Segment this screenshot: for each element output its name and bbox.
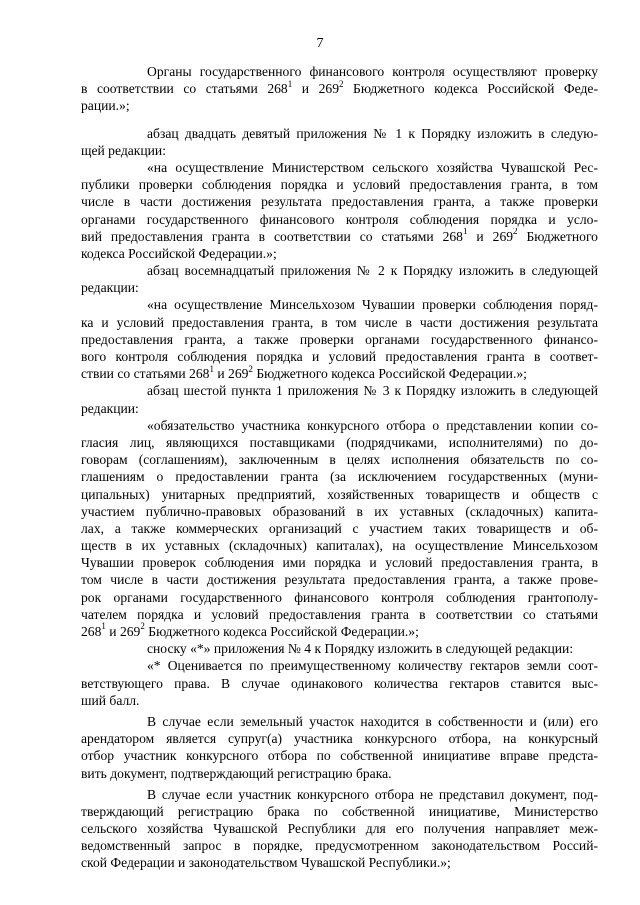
text-line: ствии со статьями $268^1$ и $269^2$ Бюджетного кодекса Российской Федерации.»; [81, 363, 527, 382]
text-line: чателем порядка и условий предоставления гранта в соответствии со статьями [81, 606, 598, 622]
text-line: лах, а также коммерческих организаций с участием таких товариществ и об- [81, 520, 598, 536]
superscript: 1 [462, 227, 468, 237]
text-line: вий предоставления гранта в соответствии со статьями $268^1$ и $269^2$ Бюджетного [81, 227, 598, 244]
text-line: Чувашии проверок соблюдения ими порядка и условий предоставления гранта, в [81, 555, 598, 571]
page-number: 7 [316, 36, 324, 51]
text-line: сноску «*» приложения № 4 к Порядку изложить в следующей редакции: [147, 641, 574, 657]
superscript: 1 [209, 363, 214, 374]
text-line: «обязательство участника конкурсного отбора о представлении копии со- [147, 417, 598, 433]
text-line: тверждающий регистрацию брака по собственной инициативе, Министерство [81, 803, 598, 819]
text-line: предоставления гранта, а также проверки органами государственного финансо- [81, 331, 598, 347]
text-line: Органы государственного финансового контроля осуществляют проверку [147, 64, 598, 79]
text-line: ка и условий предоставления гранта, в том числе в части достижения результата [81, 314, 598, 330]
text-line: глашениям о предоставлении гранта (за исключением государственных (муни- [81, 469, 598, 485]
text-line: числе в части достижения результата предоставления гранта, а также проверки [81, 194, 598, 210]
superscript: 2 [140, 621, 145, 632]
superscript: 2 [513, 227, 518, 237]
text-line: ведомственный запрос в порядке, предусмотренном законодательством Россий- [81, 838, 598, 854]
text-line: гласия лиц, являющихся поставщиками (подрядчиками, исполнителями) по до- [81, 434, 598, 450]
text-line: рок органами государственного финансового контроля соблюдения грантополу- [81, 589, 598, 605]
text-line: публики проверки соблюдения порядка и условий предоставления гранта, в том [81, 177, 598, 193]
text-line: в соответствии со статьями $268^1$ и $269^2$ Бюджетного кодекса Российской Феде- [81, 80, 598, 97]
text-line: органами государственного финансового контроля соблюдения порядка и усло- [81, 211, 598, 227]
text-line: сельского хозяйства Чувашской Республики для его получения направляет меж- [81, 821, 598, 837]
text-line: абзац восемнадцатый приложения № 2 к Порядку изложить в следующей [147, 263, 598, 279]
text-line: вить документ, подтверждающий регистрацию брака. [81, 765, 392, 781]
superscript: 1 [287, 80, 293, 89]
text-line: том числе в части достижения результата предоставления гранта, а также прове- [81, 572, 598, 588]
text-line: $268^1$ и $269^2$ Бюджетного кодекса Российской Федерации.»; [81, 621, 419, 639]
text-line: ской Федерации и законодательством Чувашской Республики.»; [81, 855, 451, 871]
text-line: редакции: [81, 400, 139, 416]
superscript: 2 [248, 363, 253, 374]
text-line: «на осуществление Министерством сельского хозяйства Чувашской Рес- [147, 159, 598, 175]
text-line: ший балл. [81, 692, 140, 708]
text-line: В случае если участник конкурсного отбора не представил документ, под- [147, 786, 598, 802]
superscript: 2 [339, 80, 344, 89]
text-line: В случае если земельный участок находится в собственности и (или) его [147, 713, 598, 729]
text-line: ципальных) унитарных предприятий, хозяйственных товариществ и обществ с [81, 486, 598, 502]
text-line: ществ в их уставных (складочных) капиталах), на осуществление Минсельхозом [81, 538, 598, 554]
text-line: арендатором является супруг(а) участника конкурсного отбора, на конкурсный [81, 731, 598, 747]
text-line: рации.»; [81, 98, 130, 114]
text-line: отбор участник конкурсного отбора по собственной инициативе вправе предста- [81, 748, 598, 764]
text-line: ветствующего права. В случае одинакового количества гектаров ставится выс- [81, 675, 598, 691]
text-line: редакции: [81, 280, 139, 296]
text-line: участием публично-правовых образований в их уставных (складочных) капита- [81, 503, 598, 519]
text-line: «* Оценивается по преимущественному количеству гектаров земли соот- [147, 658, 598, 674]
text-line: кодекса Российской Федерации.»; [81, 245, 277, 261]
document-body [81, 63, 598, 872]
text-line: говорам (соглашениям), заключенным в целях исполнения обязательств по со- [81, 452, 598, 468]
text-line: абзац шестой пункта 1 приложения № 3 к Порядку изложить в следующей [147, 383, 598, 399]
paragraph-gap [81, 115, 598, 125]
text-line: «на осуществление Минсельхозом Чувашии проверки соблюдения поряд- [147, 297, 598, 313]
text-line: щей редакции: [81, 142, 166, 158]
superscript: 1 [101, 621, 106, 632]
text-line: абзац двадцать девятый приложения № 1 к Порядку изложить в следую- [147, 125, 598, 141]
text-line: вого контроля соблюдения порядка и условий предоставления гранта в соответ- [81, 349, 598, 364]
